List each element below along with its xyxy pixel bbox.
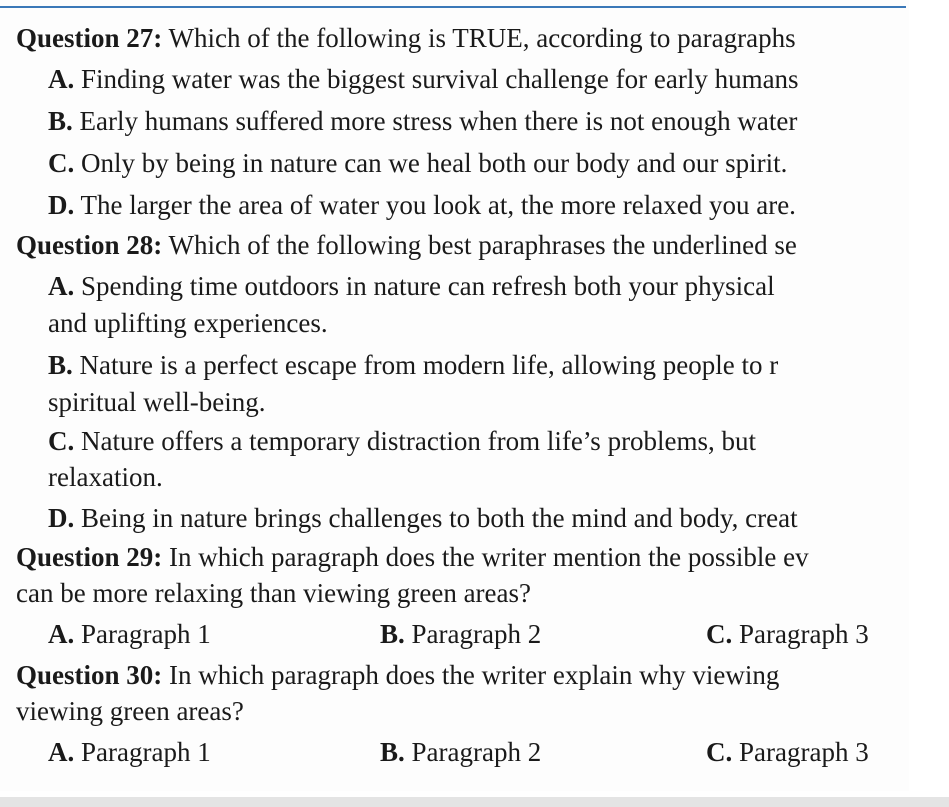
q30-text: In which paragraph does the writer explain why viewing	[169, 660, 780, 690]
q30-option-b-letter: B.	[380, 737, 405, 767]
q29-stem-continuation	[16, 576, 531, 610]
q28-option-b-cont-text: spiritual well-being.	[48, 387, 266, 417]
q27-option-a-letter: A.	[48, 64, 75, 94]
q27-option-c-text: Only by being in nature can we heal both our body and our spirit.	[81, 148, 788, 178]
q30-number: Question 30:	[16, 660, 163, 690]
q27-option-d-text: The larger the area of water you look at, the more relaxed you are.	[80, 190, 796, 220]
q28-text: Which of the following best paraphrases the underlined se	[168, 230, 797, 260]
q27-option-b-text: Early humans suffered more stress when there is not enough water	[79, 106, 798, 136]
q27-option-d[interactable]	[48, 188, 796, 222]
q28-option-b[interactable]	[48, 348, 778, 382]
q28-stem	[16, 228, 797, 262]
q29-number: Question 29:	[16, 542, 163, 572]
q28-option-b-continuation	[48, 385, 265, 419]
q27-option-d-letter: D.	[48, 190, 75, 220]
q28-number: Question 28:	[16, 230, 163, 260]
q28-option-c[interactable]	[48, 424, 756, 458]
q29-option-a-text: Paragraph 1	[81, 619, 211, 649]
q30-option-c-text: Paragraph 3	[739, 737, 869, 767]
q29-option-b-letter: B.	[380, 619, 405, 649]
q27-option-a-text: Finding water was the biggest survival challenge for early humans	[81, 64, 799, 94]
q30-option-c-letter: C.	[706, 737, 733, 767]
bottom-band	[0, 797, 949, 807]
q28-option-a[interactable]	[48, 269, 775, 303]
q28-option-c-continuation	[48, 460, 163, 494]
q29-option-a-letter: A.	[48, 619, 75, 649]
q28-option-a-cont-text: and uplifting experiences.	[48, 308, 328, 338]
q28-option-d[interactable]	[48, 501, 798, 535]
q27-option-b[interactable]	[48, 104, 797, 138]
q28-option-c-text: Nature offers a temporary distraction from life’s problems, but	[81, 426, 757, 456]
q27-text: Which of the following is TRUE, according to paragraphs	[168, 23, 796, 53]
q29-text: In which paragraph does the writer mention the possible ev	[169, 542, 809, 572]
q29-option-b[interactable]	[380, 617, 541, 651]
q28-option-b-text: Nature is a perfect escape from modern life, allowing people to r	[79, 350, 779, 380]
q28-option-d-text: Being in nature brings challenges to both the mind and body, creat	[81, 503, 798, 533]
q30-option-a-letter: A.	[48, 737, 75, 767]
q28-option-a-letter: A.	[48, 271, 75, 301]
q27-option-c[interactable]	[48, 146, 787, 180]
q28-option-a-text: Spending time outdoors in nature can refresh both your physical	[81, 271, 775, 301]
q29-option-c-letter: C.	[706, 619, 733, 649]
q29-option-c-text: Paragraph 3	[739, 619, 869, 649]
q30-option-c[interactable]	[706, 735, 869, 769]
q30-cont-text: viewing green areas?	[16, 696, 244, 726]
q27-number: Question 27:	[16, 23, 163, 53]
q29-stem	[16, 540, 809, 574]
q30-option-a[interactable]	[48, 735, 211, 769]
q30-option-b[interactable]	[380, 735, 541, 769]
q30-option-a-text: Paragraph 1	[81, 737, 211, 767]
q27-stem	[16, 21, 796, 55]
q28-option-a-continuation	[48, 306, 328, 340]
q30-stem-continuation	[16, 694, 244, 728]
q27-option-a[interactable]	[48, 62, 799, 96]
q29-option-a[interactable]	[48, 617, 211, 651]
q28-option-b-letter: B.	[48, 350, 73, 380]
q28-option-c-cont-text: relaxation.	[48, 462, 163, 492]
q29-option-b-text: Paragraph 2	[411, 619, 542, 649]
right-margin	[909, 0, 949, 807]
q27-option-b-letter: B.	[48, 106, 73, 136]
q29-cont-text: can be more relaxing than viewing green areas?	[16, 578, 532, 608]
q28-option-c-letter: C.	[48, 426, 75, 456]
q28-option-d-letter: D.	[48, 503, 75, 533]
q30-stem	[16, 658, 779, 692]
q27-option-c-letter: C.	[48, 148, 75, 178]
q29-option-c[interactable]	[706, 617, 869, 651]
q30-option-b-text: Paragraph 2	[411, 737, 542, 767]
